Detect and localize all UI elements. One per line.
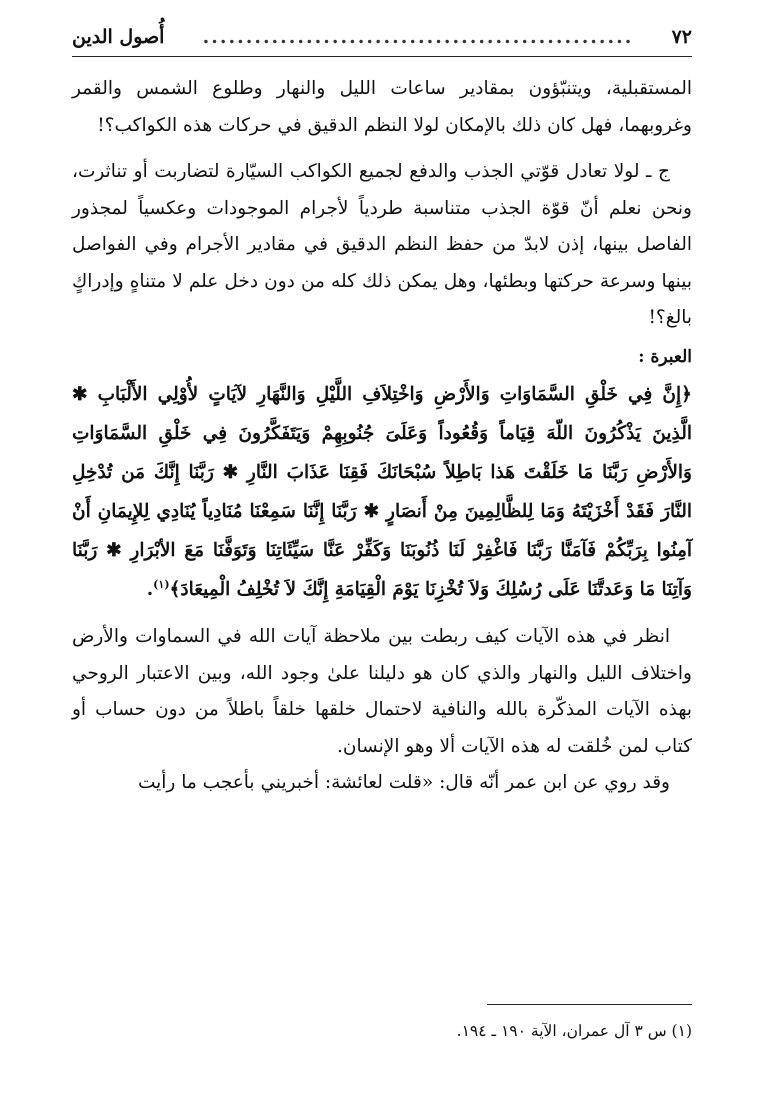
paragraph-4: وقد روي عن ابن عمر أنّه قال: «قلت لعائشة: أخبريني بأعجب ما رأيت <box>137 772 670 793</box>
running-title: أُصول الدين <box>72 26 165 48</box>
page-number: ٧٢ <box>671 26 692 48</box>
paragraph-1: المستقبلية، ويتنبّؤون بمقادير ساعات الليل والنهار وطلوع الشمس والقمر وغروبهما، فهل كان ذلك بالإمكان لولا النظم الدقيق في حركات هذه الكواكب؟! <box>72 78 692 136</box>
paragraph-2: ج ـ لولا تعادل قوّتي الجذب والدفع لجميع الكواكب السيّارة لتضاربت أو تناثرت، ونحن نعلم أنّ قوّة الجذب متناسبة طردياً لأجرام الموجودات وعكسياً لمجذور الفاصل بينها، إذن لابدّ من حفظ النظم الدقيق في مقادير الأجرام وفي الفواصل بينها وسرعة حركتها وبطئها، وهل يمكن ذلك كله من دون دخل علم لا متناهٍ وإدراكٍ بالغ؟! <box>72 161 692 328</box>
main-text <box>72 71 692 802</box>
quran-verses: ﴿إِنَّ فِي خَلْقِ السَّمَاوَاتِ وَالأَرْضِ وَاخْتِلاَفِ اللَّيْلِ وَالنَّهَارِ لآيَاتٍ لأُوْلِي الأَلْبَابِ ✱ الَّذِينَ يَذْكُرُونَ اللّهَ قِيَاماً وَقُعُوداً وَعَلَىَ جُنُوبِهِمْ وَيَتَفَكَّرُونَ فِي خَلْقِ السَّمَاوَاتِ وَالأَرْضِ رَبَّنَا مَا خَلَقْتَ هَذا بَاطِلاً سُبْحَانَكَ فَقِنَا عَذَابَ النَّارِ ✱ رَبَّنَا إِنَّكَ مَن تُدْخِلِ النَّارَ فَقَدْ أَخْزَيْتَهُ وَمَا لِلظَّالِمِينَ مِنْ أَنصَارٍ ✱ رَبَّنَا إِنَّنَا سَمِعْنَا مُنَادِياً يُنَادِي لِلإِيمَانِ أَنْ آمِنُوا بِرَبِّكُمْ فَآمَنَّا رَبَّنَا فَاغْفِرْ لَنَا ذُنُوبَنَا وَكَفِّرْ عَنَّا سَيِّئَاتِنَا وَتَوَفَّنَا مَعَ الأبْرَارِ ✱ رَبَّنَا وَآتِنَا مَا وَعَدتَّنَا عَلَى رُسُلِكَ وَلاَ تُخْزِنَا يَوْمَ الْقِيَامَةِ إِنَّكَ لاَ تُخْلِفُ الْمِيعَادَ﴾ <box>72 384 692 600</box>
footnote: (١) س ٣ آل عمران، الآية ١٩٠ ـ ١٩٤. <box>456 1022 692 1040</box>
paragraph-3: انظر في هذه الآيات كيف ربطت بين ملاحظة آيات الله في السماوات والأرض واختلاف الليل والنهار والذي كان هو دليلنا علىٰ وجود الله، وبين الاعتبار الروحي بهذه الآيات المذكّرة بالله والنافية لاحتمال خلقها خلقاً باطلاً من دون حساب أو كتاب لمن خُلقت له هذه الآيات ألا وهو الإنسان. <box>72 626 692 757</box>
running-header <box>72 26 692 57</box>
book-page <box>72 26 692 1076</box>
quran-end: . <box>146 579 154 600</box>
leader-dots: .................................................. <box>202 26 634 48</box>
section-heading: العبرة : <box>638 346 692 367</box>
quran-quote <box>72 375 692 609</box>
footnote-divider <box>487 1004 692 1005</box>
footnote-reference: (١) <box>153 577 170 591</box>
